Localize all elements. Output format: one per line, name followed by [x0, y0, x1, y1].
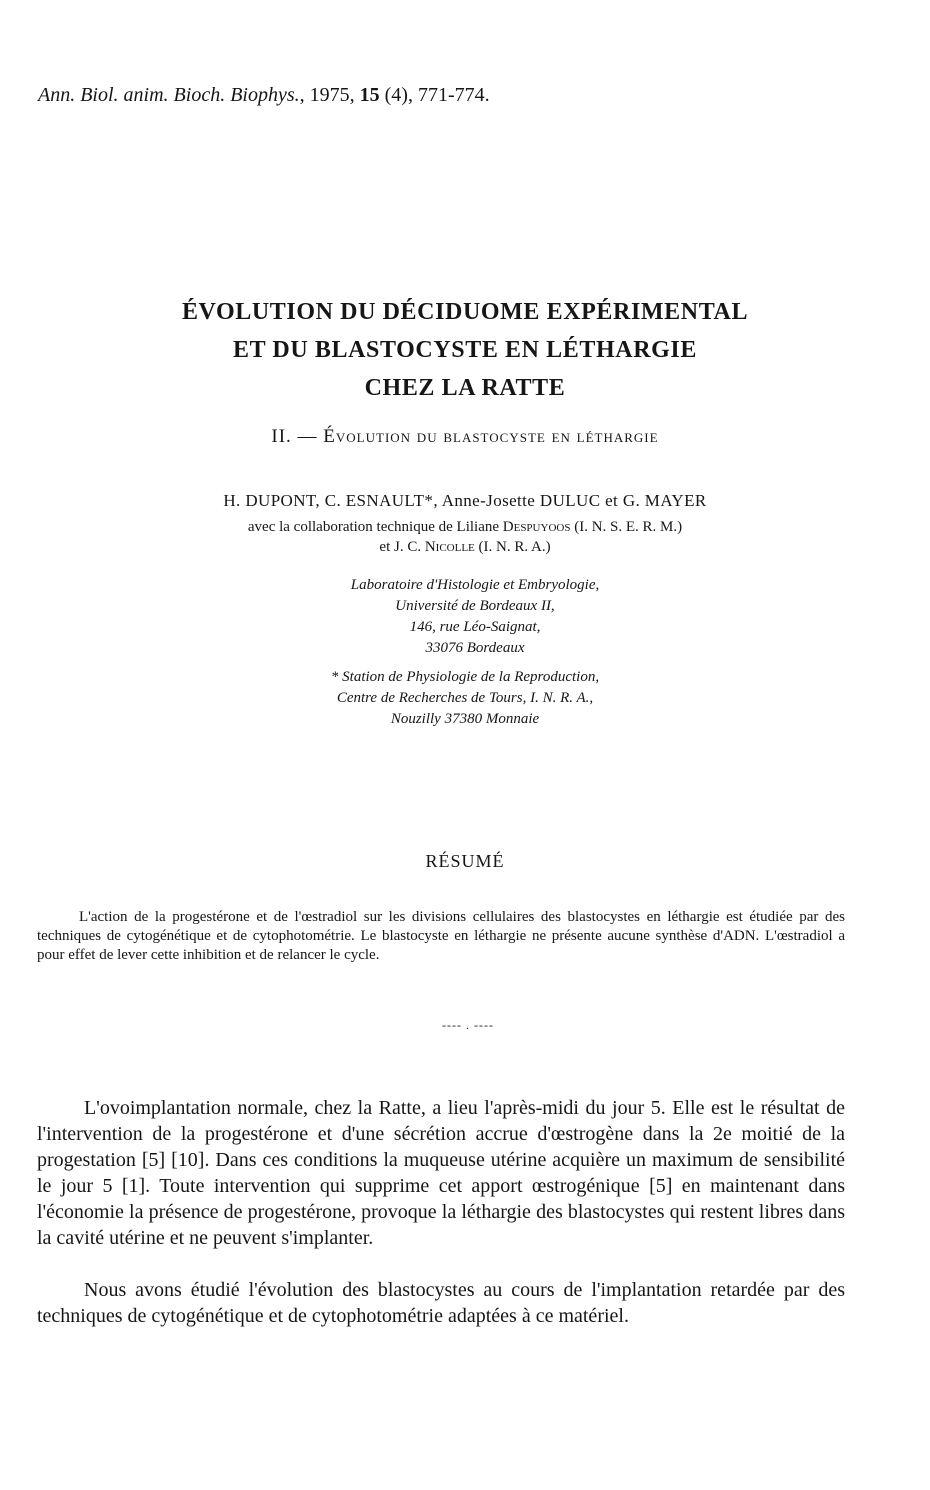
- affiliation-line: 146, rue Léo-Saignat,: [409, 619, 541, 635]
- citation-pages: (4), 771-774.: [379, 84, 490, 106]
- collaboration-line: avec la collaboration technique de Liliane Despuyoos (I. N. S. E. R. M.): [247, 519, 683, 535]
- article-subtitle: II. — Évolution du blastocyste en léthargie: [271, 426, 659, 447]
- affiliation-line: 33076 Bordeaux: [425, 640, 525, 656]
- title-line: ET DU BLASTOCYSTE EN LÉTHARGIE: [233, 337, 697, 363]
- journal-name: Ann. Biol. anim. Bioch. Biophys.: [38, 84, 300, 106]
- resume-heading: RÉSUMÉ: [425, 851, 505, 871]
- article-title: [0, 293, 930, 407]
- affiliation-line: Nouzilly 37380 Monnaie: [390, 711, 540, 727]
- author-list: H. DUPONT, C. ESNAULT*, Anne-Josette DULUC et G. MAYER: [223, 491, 707, 510]
- section-separator: ---- . ----: [442, 1018, 494, 1032]
- body-paragraph: L'ovoimplantation normale, chez la Ratte, a lieu l'après-midi du jour 5. Elle est le résultat de l'intervention de la progestérone et d'une sécrétion accrue d'œstrogène dans la 2e moitié de la progestation [5] [10]. Dans ces conditions la muqueuse utérine acquière un maximum de sensibilité le jour 5 [1]. Toute intervention qui supprime cet apport œstrogénique [5] en maintenant dans l'économie la présence de progestérone, provoque la léthargie des blastocystes qui restent libres dans la cavité utérine et ne peuvent s'implanter.: [37, 1097, 845, 1249]
- affiliation-bordeaux: [10, 575, 930, 659]
- citation-year: , 1975,: [299, 84, 360, 106]
- affiliation-line: Laboratoire d'Histologie et Embryologie,: [350, 577, 600, 593]
- affiliation-tours: [0, 667, 930, 730]
- collaborator-name: Despuyoos: [502, 519, 571, 535]
- title-line: CHEZ LA RATTE: [364, 375, 566, 401]
- journal-citation: [38, 84, 490, 107]
- affiliation-line: Université de Bordeaux II,: [395, 598, 555, 614]
- resume-text: L'action de la progestérone et de l'œstradiol sur les divisions cellulaires des blastocystes en léthargie est étudiée par des techniques de cytogénétique et de cytophotométrie. Le blastocyste en léthargie ne présente aucune synthèse d'ADN. L'œstradiol a pour effet de lever cette inhibition et de relancer le cycle.: [37, 909, 845, 963]
- technical-collaboration: [0, 517, 930, 557]
- citation-volume: 15: [359, 84, 380, 106]
- body-paragraph: Nous avons étudié l'évolution des blastocystes au cours de l'implantation retardée par des techniques de cytogénétique et de cytophotométrie adaptées à ce matériel.: [37, 1279, 845, 1327]
- title-line: ÉVOLUTION DU DÉCIDUOME EXPÉRIMENTAL: [181, 299, 749, 325]
- collaboration-line: et J. C. Nicolle (I. N. R. A.): [379, 539, 551, 555]
- affiliation-line: Centre de Recherches de Tours, I. N. R. A.,: [336, 690, 594, 706]
- collaborator-name: Nicolle: [424, 539, 475, 555]
- affiliation-line: * Station de Physiologie de la Reproduction,: [330, 669, 600, 685]
